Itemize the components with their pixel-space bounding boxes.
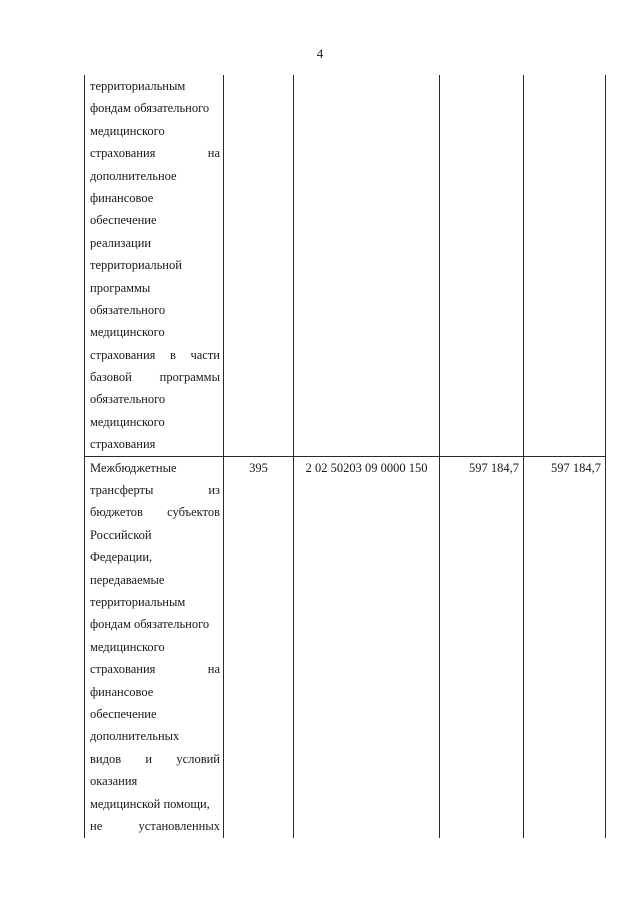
- text-line: Межбюджетные: [90, 460, 177, 475]
- text-line: страхования в части: [90, 347, 220, 362]
- text-line: видов и условий: [90, 751, 220, 766]
- text-line: финансовое: [90, 190, 154, 205]
- income-name-cell: [85, 75, 224, 456]
- text-line: территориальным: [90, 79, 186, 93]
- revenue-table: [84, 75, 606, 838]
- text-line: страхования: [90, 437, 156, 452]
- text-line: медицинского: [90, 123, 165, 138]
- admin-code-cell: [224, 75, 294, 456]
- text-line: медицинского: [90, 414, 165, 429]
- income-code-cell: 2 02 50203 09 0000 150: [294, 456, 440, 838]
- text-line: базовой программы: [90, 370, 220, 385]
- table-row: [85, 75, 606, 456]
- text-line: медицинского: [90, 325, 165, 340]
- text-line: трансферты из: [90, 483, 220, 498]
- text-line: страхования на: [90, 662, 220, 677]
- text-line: обязательного: [90, 392, 166, 407]
- text-line: медицинской помощи,: [90, 796, 210, 811]
- executed-amount-cell: 597 184,7: [524, 456, 606, 838]
- text-line: передаваемые: [90, 572, 165, 587]
- text-line: территориальным: [90, 594, 186, 609]
- text-line: обеспечение: [90, 706, 157, 721]
- text-line: страхования на: [90, 146, 220, 161]
- text-line: реализации: [90, 235, 152, 250]
- executed-amount-cell: [524, 75, 606, 456]
- text-line: финансовое: [90, 684, 154, 699]
- text-line: не установленных: [90, 818, 220, 833]
- text-line: обязательного: [90, 302, 166, 317]
- text-line: Федерации,: [90, 550, 153, 565]
- text-line: фондам обязательного: [90, 101, 210, 116]
- planned-amount-cell: [440, 75, 524, 456]
- text-line: фондам обязательного: [90, 617, 210, 632]
- text-line: территориальной: [90, 258, 182, 273]
- income-code-cell: [294, 75, 440, 456]
- text-line: медицинского: [90, 639, 165, 654]
- income-name-cell: [85, 456, 224, 838]
- planned-amount-cell: 597 184,7: [440, 456, 524, 838]
- page-number: 4: [316, 46, 324, 61]
- text-line: дополнительное: [90, 168, 177, 183]
- text-line: бюджетов субъектов: [90, 505, 220, 520]
- text-line: программы: [90, 280, 151, 295]
- text-line: оказания: [90, 774, 138, 789]
- text-line: дополнительных: [90, 729, 180, 744]
- table-row: [85, 456, 606, 838]
- admin-code-cell: 395: [224, 456, 294, 838]
- text-line: Российской: [90, 527, 152, 542]
- text-line: обеспечение: [90, 213, 157, 228]
